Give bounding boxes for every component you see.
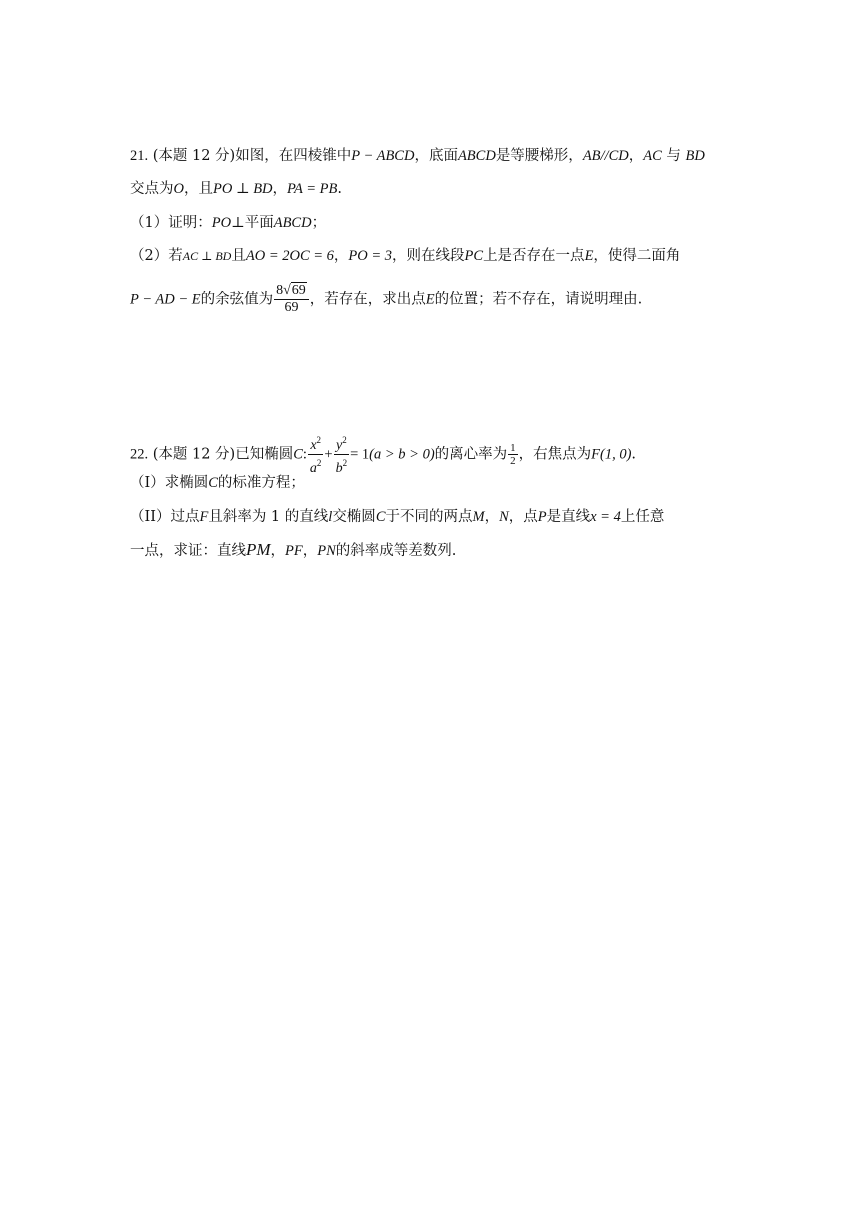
- ellipse-label: C: [208, 475, 218, 491]
- dihedral-angle-label: P − AD − E: [130, 291, 201, 308]
- pyramid-label: P − ABCD: [351, 148, 415, 164]
- q22-part1: [130, 473, 305, 493]
- q21-text: 与: [661, 148, 686, 164]
- q21-text: .: [337, 181, 342, 197]
- q21-text: ，若存在，求出点: [309, 291, 426, 308]
- exponent: 2: [316, 435, 322, 445]
- q21-text: 的余弦值为: [200, 291, 274, 308]
- q21-score: (本题 12 分): [152, 148, 236, 164]
- q22-text: 于不同的两点: [385, 509, 473, 525]
- condition-expr: PO = 3: [348, 248, 393, 264]
- q22-text: 且斜率为 1 的直线: [208, 509, 329, 525]
- point-e: E: [425, 291, 435, 308]
- q22-part2-line1: [130, 507, 664, 527]
- part-label: （2）若: [130, 248, 183, 264]
- q21-part2-line2: [130, 283, 642, 316]
- point-p: P: [537, 509, 547, 525]
- q21-text: 上是否存在一点: [483, 248, 585, 264]
- sqrt-icon: √69: [283, 283, 306, 298]
- bd-label: BD: [685, 148, 705, 164]
- q22-text: ，右焦点为: [518, 446, 592, 463]
- fraction-denominator: 2: [510, 455, 516, 467]
- q22-text: 上任意: [620, 509, 665, 525]
- q21-text: ，则在线段: [392, 248, 465, 264]
- q21-text: ，: [272, 181, 288, 197]
- eccentricity-fraction: [508, 442, 518, 467]
- ellipse-label: C: [375, 509, 386, 525]
- q22-text: ，: [270, 543, 286, 559]
- q22-text: 是直线: [546, 509, 591, 525]
- q22-score: (本题 12 分): [152, 446, 236, 463]
- q21-number: 21.: [130, 148, 149, 164]
- rhs: = 1: [350, 446, 370, 463]
- condition-expr: (a > b > 0): [369, 446, 435, 463]
- q22-text: ，: [302, 543, 318, 559]
- q21-text: 的位置；若不存在，请说明理由.: [434, 291, 643, 308]
- part-label: （I）求椭圆: [130, 475, 209, 491]
- q22-text: ，: [484, 509, 500, 525]
- point-o: O: [173, 181, 184, 197]
- q22-text: 的离心率为: [434, 446, 508, 463]
- y-var: y: [336, 438, 343, 453]
- q22-text: 已知椭圆: [235, 446, 294, 463]
- fraction-numerator: 1: [510, 442, 516, 454]
- q21-text: ，底面: [414, 148, 458, 164]
- q22-text: .: [631, 446, 637, 463]
- condition-expr: AC ⊥ BD: [182, 249, 232, 263]
- q21-text: ，且: [183, 181, 213, 197]
- q21-text: 交点为: [130, 181, 174, 197]
- a-var: a: [309, 461, 317, 476]
- perp-expr: PO ⊥ BD: [212, 181, 273, 197]
- part-label: （II）过点: [130, 509, 200, 525]
- parallel-expr: AB//CD: [582, 148, 629, 164]
- q22-text: 的斜率成等差数列.: [335, 543, 457, 559]
- q22-text: 的标准方程；: [217, 475, 305, 491]
- x-fraction: [308, 432, 324, 477]
- focus-label: F(1, 0): [591, 446, 632, 463]
- ac-label: AC: [643, 148, 662, 164]
- exponent: 2: [316, 458, 322, 468]
- plus-sign: +: [324, 446, 333, 463]
- fraction-denominator: 69: [284, 300, 299, 315]
- point-e: E: [584, 248, 594, 264]
- q21-text: 如图，在四棱锥中: [235, 148, 352, 164]
- point-m: M: [472, 509, 485, 525]
- line-pm: PM: [246, 540, 271, 559]
- part-label: （1）证明：: [130, 215, 212, 231]
- q21-text: ，: [628, 148, 644, 164]
- line-pf: PF: [285, 543, 303, 559]
- q21-line2: [130, 179, 342, 199]
- segment-label: PC: [464, 248, 484, 264]
- line-equation: x = 4: [590, 509, 621, 525]
- q21-text: ；: [311, 215, 327, 231]
- q22-line1: [130, 432, 636, 477]
- exponent: 2: [342, 458, 348, 468]
- q21-part2-line1: [130, 246, 680, 266]
- y-fraction: [334, 432, 350, 477]
- q22-text: 交椭圆: [332, 509, 376, 525]
- exponent: 2: [342, 435, 347, 445]
- q21-text: 且: [231, 248, 246, 264]
- point-n: N: [499, 509, 509, 525]
- q21-part1: [130, 213, 326, 233]
- equal-expr: PA = PB: [287, 181, 338, 197]
- radicand: 69: [291, 283, 306, 298]
- cosine-fraction: [274, 283, 309, 316]
- q22-number: 22.: [130, 446, 149, 463]
- po-label: PO: [211, 215, 232, 231]
- q21-text: ，: [333, 248, 349, 264]
- point-f: F: [199, 509, 209, 525]
- line-l: l: [328, 509, 333, 525]
- q21-text: ，使得二面角: [593, 248, 681, 264]
- q21-text: ⊥平面: [231, 215, 274, 231]
- base-label: ABCD: [457, 148, 496, 164]
- colon: :: [302, 446, 307, 463]
- q22-text: 一点，求证：直线: [130, 543, 246, 559]
- x-var: x: [310, 438, 317, 453]
- condition-expr: AO = 2OC = 6: [245, 248, 334, 264]
- q21-line1: [130, 146, 705, 166]
- plane-label: ABCD: [273, 215, 312, 231]
- ellipse-label: C: [293, 446, 303, 463]
- q21-text: 是等腰梯形，: [495, 148, 583, 164]
- q22-part2-line2: [130, 540, 456, 561]
- line-pn: PN: [317, 543, 336, 559]
- fraction-coef: 8: [276, 283, 284, 298]
- b-var: b: [335, 461, 343, 476]
- q22-text: ，点: [508, 509, 538, 525]
